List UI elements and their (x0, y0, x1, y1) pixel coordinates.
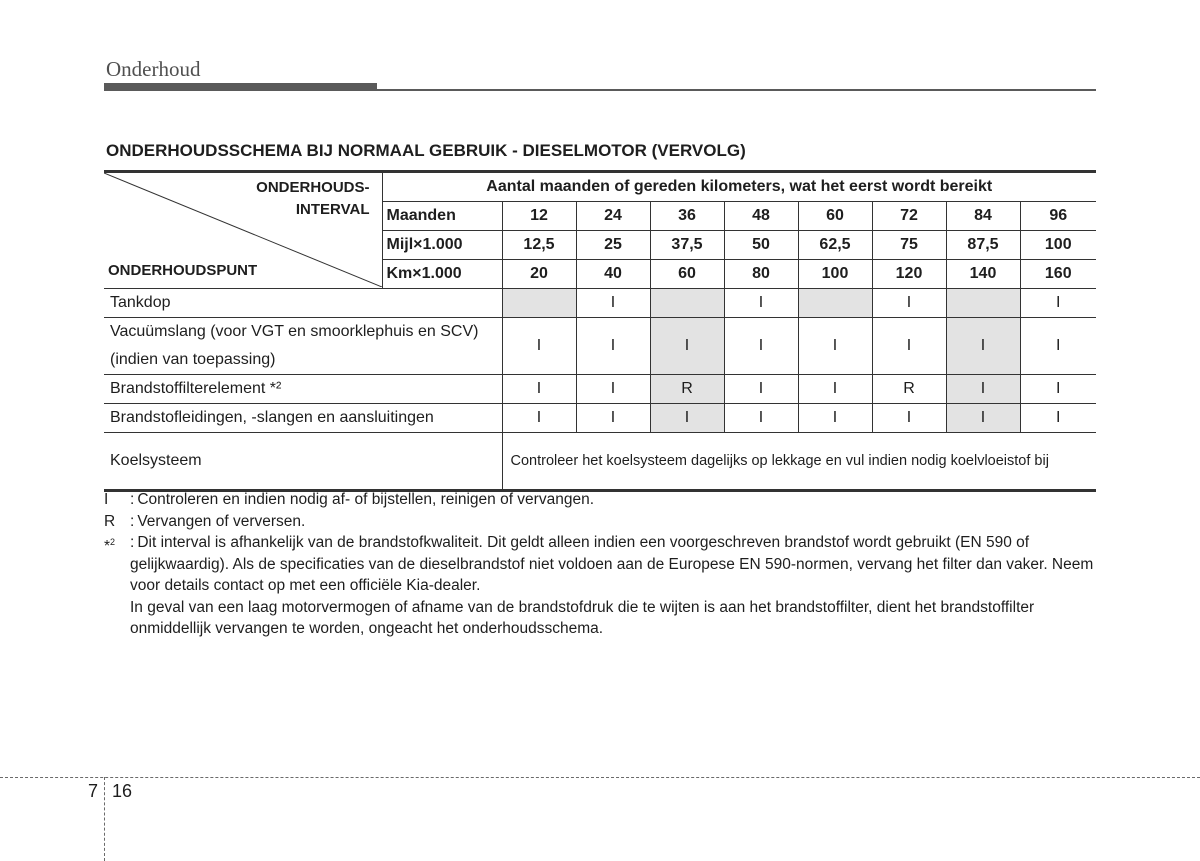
item-value: I (798, 318, 872, 375)
item-value: I (576, 318, 650, 375)
span-header: Aantal maanden of gereden kilometers, wat het eerst wordt bereikt (382, 172, 1096, 202)
item-value: I (1020, 404, 1096, 433)
page-chapter: 7 (88, 781, 99, 801)
item-value: I (576, 375, 650, 404)
item-value: I (576, 404, 650, 433)
item-value (502, 289, 576, 318)
footer-divider (0, 777, 1200, 778)
legend-item: R : Vervangen of verversen. (104, 511, 1098, 533)
legend-item: I : Controleren en indien nodig af- of bijstellen, reinigen of vervangen. (104, 489, 1098, 511)
table-row (104, 433, 1096, 491)
interval-label: Maanden (382, 202, 502, 231)
item-value: R (872, 375, 946, 404)
interval-value: 12 (502, 202, 576, 231)
item-value: I (1020, 318, 1096, 375)
item-value: I (1020, 289, 1096, 318)
interval-value: 87,5 (946, 231, 1020, 260)
item-value: I (502, 404, 576, 433)
maintenance-schedule-table (104, 170, 1096, 492)
interval-value: 84 (946, 202, 1020, 231)
legend-key-sup: 2 (110, 537, 116, 547)
interval-value: 48 (724, 202, 798, 231)
interval-value: 140 (946, 260, 1020, 289)
interval-label: Mijl×1.000 (382, 231, 502, 260)
legend-key: I (104, 491, 109, 508)
item-name: Brandstofleidingen, -slangen en aansluitingen (104, 404, 502, 433)
interval-value: 160 (1020, 260, 1096, 289)
interval-value: 40 (576, 260, 650, 289)
item-value: I (724, 404, 798, 433)
interval-value: 100 (798, 260, 872, 289)
item-value: I (798, 404, 872, 433)
item-value (946, 289, 1020, 318)
item-value: I (502, 375, 576, 404)
item-value: R (650, 375, 724, 404)
interval-value: 80 (724, 260, 798, 289)
interval-value: 96 (1020, 202, 1096, 231)
table-row (104, 289, 1096, 318)
item-value: I (872, 289, 946, 318)
corner-interval-line2: INTERVAL (295, 201, 370, 218)
interval-value: 24 (576, 202, 650, 231)
item-value: I (872, 318, 946, 375)
interval-value: 60 (798, 202, 872, 231)
item-value (650, 289, 724, 318)
legend-item: *$^2$ : Dit interval is afhankelijk van de brandstofkwaliteit. Dit geldt alleen indien een voorgeschreven brandstof wordt gebruikt (EN 590 of gelijkwaardig). Als de specificaties van de dieselbrandstof niet voldoen aan de Europese EN 590-normen, vervang het filter dan vaker. Neem voor details contact op met een officiële Kia-dealer. In geval van een laag motorvermogen of afname van de brandstofdruk die te wijten is aan het brandstoffilter, dient het brandstoffilter onmiddellijk vervangen te worden, ongeacht het onderhoudsschema. (104, 532, 1098, 640)
item-value: I (798, 375, 872, 404)
item-name: Tankdop (104, 289, 502, 318)
item-value: I (946, 318, 1020, 375)
table-row (104, 404, 1096, 433)
item-value: I (724, 289, 798, 318)
item-name: Koelsysteem (104, 433, 502, 491)
item-value: I (502, 318, 576, 375)
interval-value: 62,5 (798, 231, 872, 260)
interval-label: Km×1.000 (382, 260, 502, 289)
item-note: Controleer het koelsysteem dagelijks op lekkage en vul indien nodig koelvloeistof bij (502, 433, 1096, 491)
header-bar (104, 83, 377, 91)
corner-cell (104, 172, 382, 289)
header-title: Onderhoud (106, 57, 201, 81)
item-value (798, 289, 872, 318)
item-value: I (872, 404, 946, 433)
legend (104, 489, 1098, 640)
interval-value: 20 (502, 260, 576, 289)
interval-value: 50 (724, 231, 798, 260)
interval-value: 25 (576, 231, 650, 260)
interval-value: 100 (1020, 231, 1096, 260)
item-name: Brandstoffilterelement *² (104, 375, 502, 404)
corner-interval-line1: ONDERHOUDS- (256, 179, 370, 196)
section-title: ONDERHOUDSSCHEMA BIJ NORMAAL GEBRUIK - DIESELMOTOR (VERVOLG) (106, 141, 746, 160)
interval-value: 60 (650, 260, 724, 289)
legend-text: Vervangen of verversen. (137, 512, 306, 530)
corner-interval-label (256, 177, 369, 221)
item-value: I (946, 404, 1020, 433)
interval-value: 120 (872, 260, 946, 289)
footer-vertical-divider (104, 777, 105, 861)
item-value: I (724, 375, 798, 404)
legend-key-star: * (104, 538, 111, 556)
legend-text-2: In geval van een laag motorvermogen of afname van de brandstofdruk die te wijten is aan het brandstoffilter, dient het brandstoffilter onmiddellijk vervangen te worden, ongeacht het onderhoudsschema. (130, 598, 1035, 637)
interval-value: 37,5 (650, 231, 724, 260)
interval-value: 36 (650, 202, 724, 231)
item-value: I (1020, 375, 1096, 404)
page-number: 16 (112, 781, 133, 801)
item-value: I (946, 375, 1020, 404)
item-value: I (724, 318, 798, 375)
item-name (104, 318, 502, 375)
item-value: I (650, 318, 724, 375)
legend-text: Controleren en indien nodig af- of bijstellen, reinigen of vervangen. (137, 491, 594, 508)
legend-key: R (104, 512, 116, 530)
interval-value: 75 (872, 231, 946, 260)
table-row (104, 318, 1096, 375)
interval-value: 72 (872, 202, 946, 231)
corner-point-label: ONDERHOUDSPUNT (108, 262, 258, 279)
table-header-row (104, 172, 1096, 202)
item-name-line1: Vacuümslang (voor VGT en smoorklephuis en SCV) (110, 323, 479, 340)
header-rule (377, 89, 1096, 91)
legend-key (104, 532, 115, 558)
item-value: I (650, 404, 724, 433)
item-value: I (576, 289, 650, 318)
interval-value: 12,5 (502, 231, 576, 260)
table-row (104, 375, 1096, 404)
legend-text: Dit interval is afhankelijk van de brandstofkwaliteit. Dit geldt alleen indien een voorgeschreven brandstof wordt gebruikt (EN 590 of gelijkwaardig). Als de specificaties van de dieselbrandstof niet voldoen aan de Europese EN 590-normen, vervang het filter dan vaker. Neem voor details contact op met een officiële Kia-dealer. (130, 534, 1094, 594)
item-name-line2: (indien van toepassing) (110, 351, 276, 368)
